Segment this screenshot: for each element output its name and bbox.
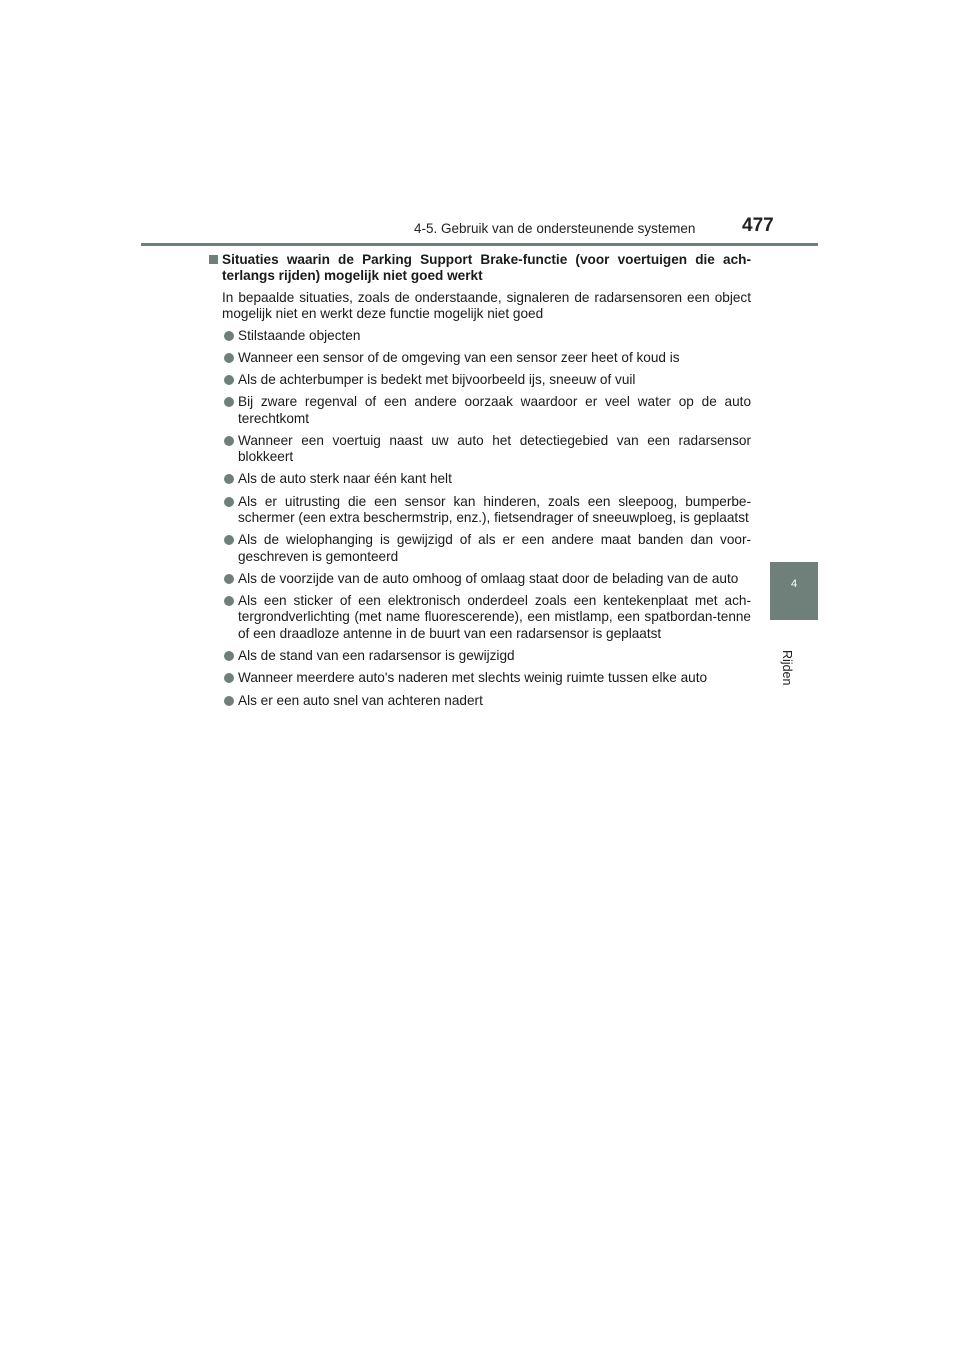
- list-item: Als er uitrusting die een sensor kan hinderen, zoals een sleepoog, bumperbe-schermer (een extra beschermstrip, enz.), fietsendrager of sneeuwploeg, is geplaatst: [209, 494, 751, 527]
- list-item: Wanneer een voertuig naast uw auto het detectiegebied van een radarsensor blokkeert: [209, 433, 751, 466]
- bullet-dot-icon: [224, 696, 234, 706]
- bullet-dot-icon: [224, 497, 234, 507]
- chapter-tab: [770, 562, 818, 620]
- list-item: Wanneer meerdere auto's naderen met slechts weinig ruimte tussen elke auto: [209, 670, 751, 686]
- header-section-title: 4-5. Gebruik van de ondersteunende systemen: [414, 221, 696, 236]
- bullet-dot-icon: [224, 535, 234, 545]
- bullet-dot-icon: [224, 673, 234, 683]
- list-item: Stilstaande objecten: [209, 328, 751, 344]
- section-intro: In bepaalde situaties, zoals de onderstaande, signaleren de radarsensoren een object mogelijk niet en werkt deze functie mogelijk niet goed: [222, 289, 751, 322]
- list-item: Wanneer een sensor of de omgeving van een sensor zeer heet of koud is: [209, 350, 751, 366]
- list-item: Als een sticker of een elektronisch onderdeel zoals een kentekenplaat met ach-tergrondverlichting (met name fluorescerende), een mistlamp, een spatbordan-tenne of een draadloze antenne in de buurt van een radarsensor is geplaatst: [209, 593, 751, 642]
- section-heading-text: Situaties waarin de Parking Support Brake-functie (voor voertuigen die ach-terlangs rijden) mogelijk niet goed werkt: [222, 252, 751, 284]
- bullet-dot-icon: [224, 436, 234, 446]
- bullet-dot-icon: [224, 375, 234, 385]
- page-number: 477: [742, 215, 774, 236]
- list-item: Bij zware regenval of een andere oorzaak waardoor er veel water op de auto terechtkomt: [209, 394, 751, 427]
- square-bullet-icon: [209, 255, 218, 264]
- list-item: Als er een auto snel van achteren nadert: [209, 693, 751, 709]
- bullet-dot-icon: [224, 331, 234, 341]
- chapter-label: Rijden: [780, 650, 794, 686]
- list-item: Als de stand van een radarsensor is gewijzigd: [209, 648, 751, 664]
- list-item: Als de voorzijde van de auto omhoog of omlaag staat door de belading van de auto: [209, 571, 751, 587]
- bullet-dot-icon: [224, 474, 234, 484]
- situation-list: [209, 328, 751, 709]
- header-divider: [141, 243, 818, 246]
- bullet-dot-icon: [224, 353, 234, 363]
- list-item: Als de wielophanging is gewijzigd of als er een andere maat banden dan voor-geschreven is gemonteerd: [209, 532, 751, 565]
- bullet-dot-icon: [224, 397, 234, 407]
- list-item: Als de achterbumper is bedekt met bijvoorbeeld ijs, sneeuw of vuil: [209, 372, 751, 388]
- list-item: Als de auto sterk naar één kant helt: [209, 471, 751, 487]
- bullet-dot-icon: [224, 574, 234, 584]
- chapter-number: 4: [790, 578, 798, 590]
- main-content: [209, 252, 751, 715]
- bullet-dot-icon: [224, 651, 234, 661]
- section-heading: [209, 252, 751, 285]
- bullet-dot-icon: [224, 596, 234, 606]
